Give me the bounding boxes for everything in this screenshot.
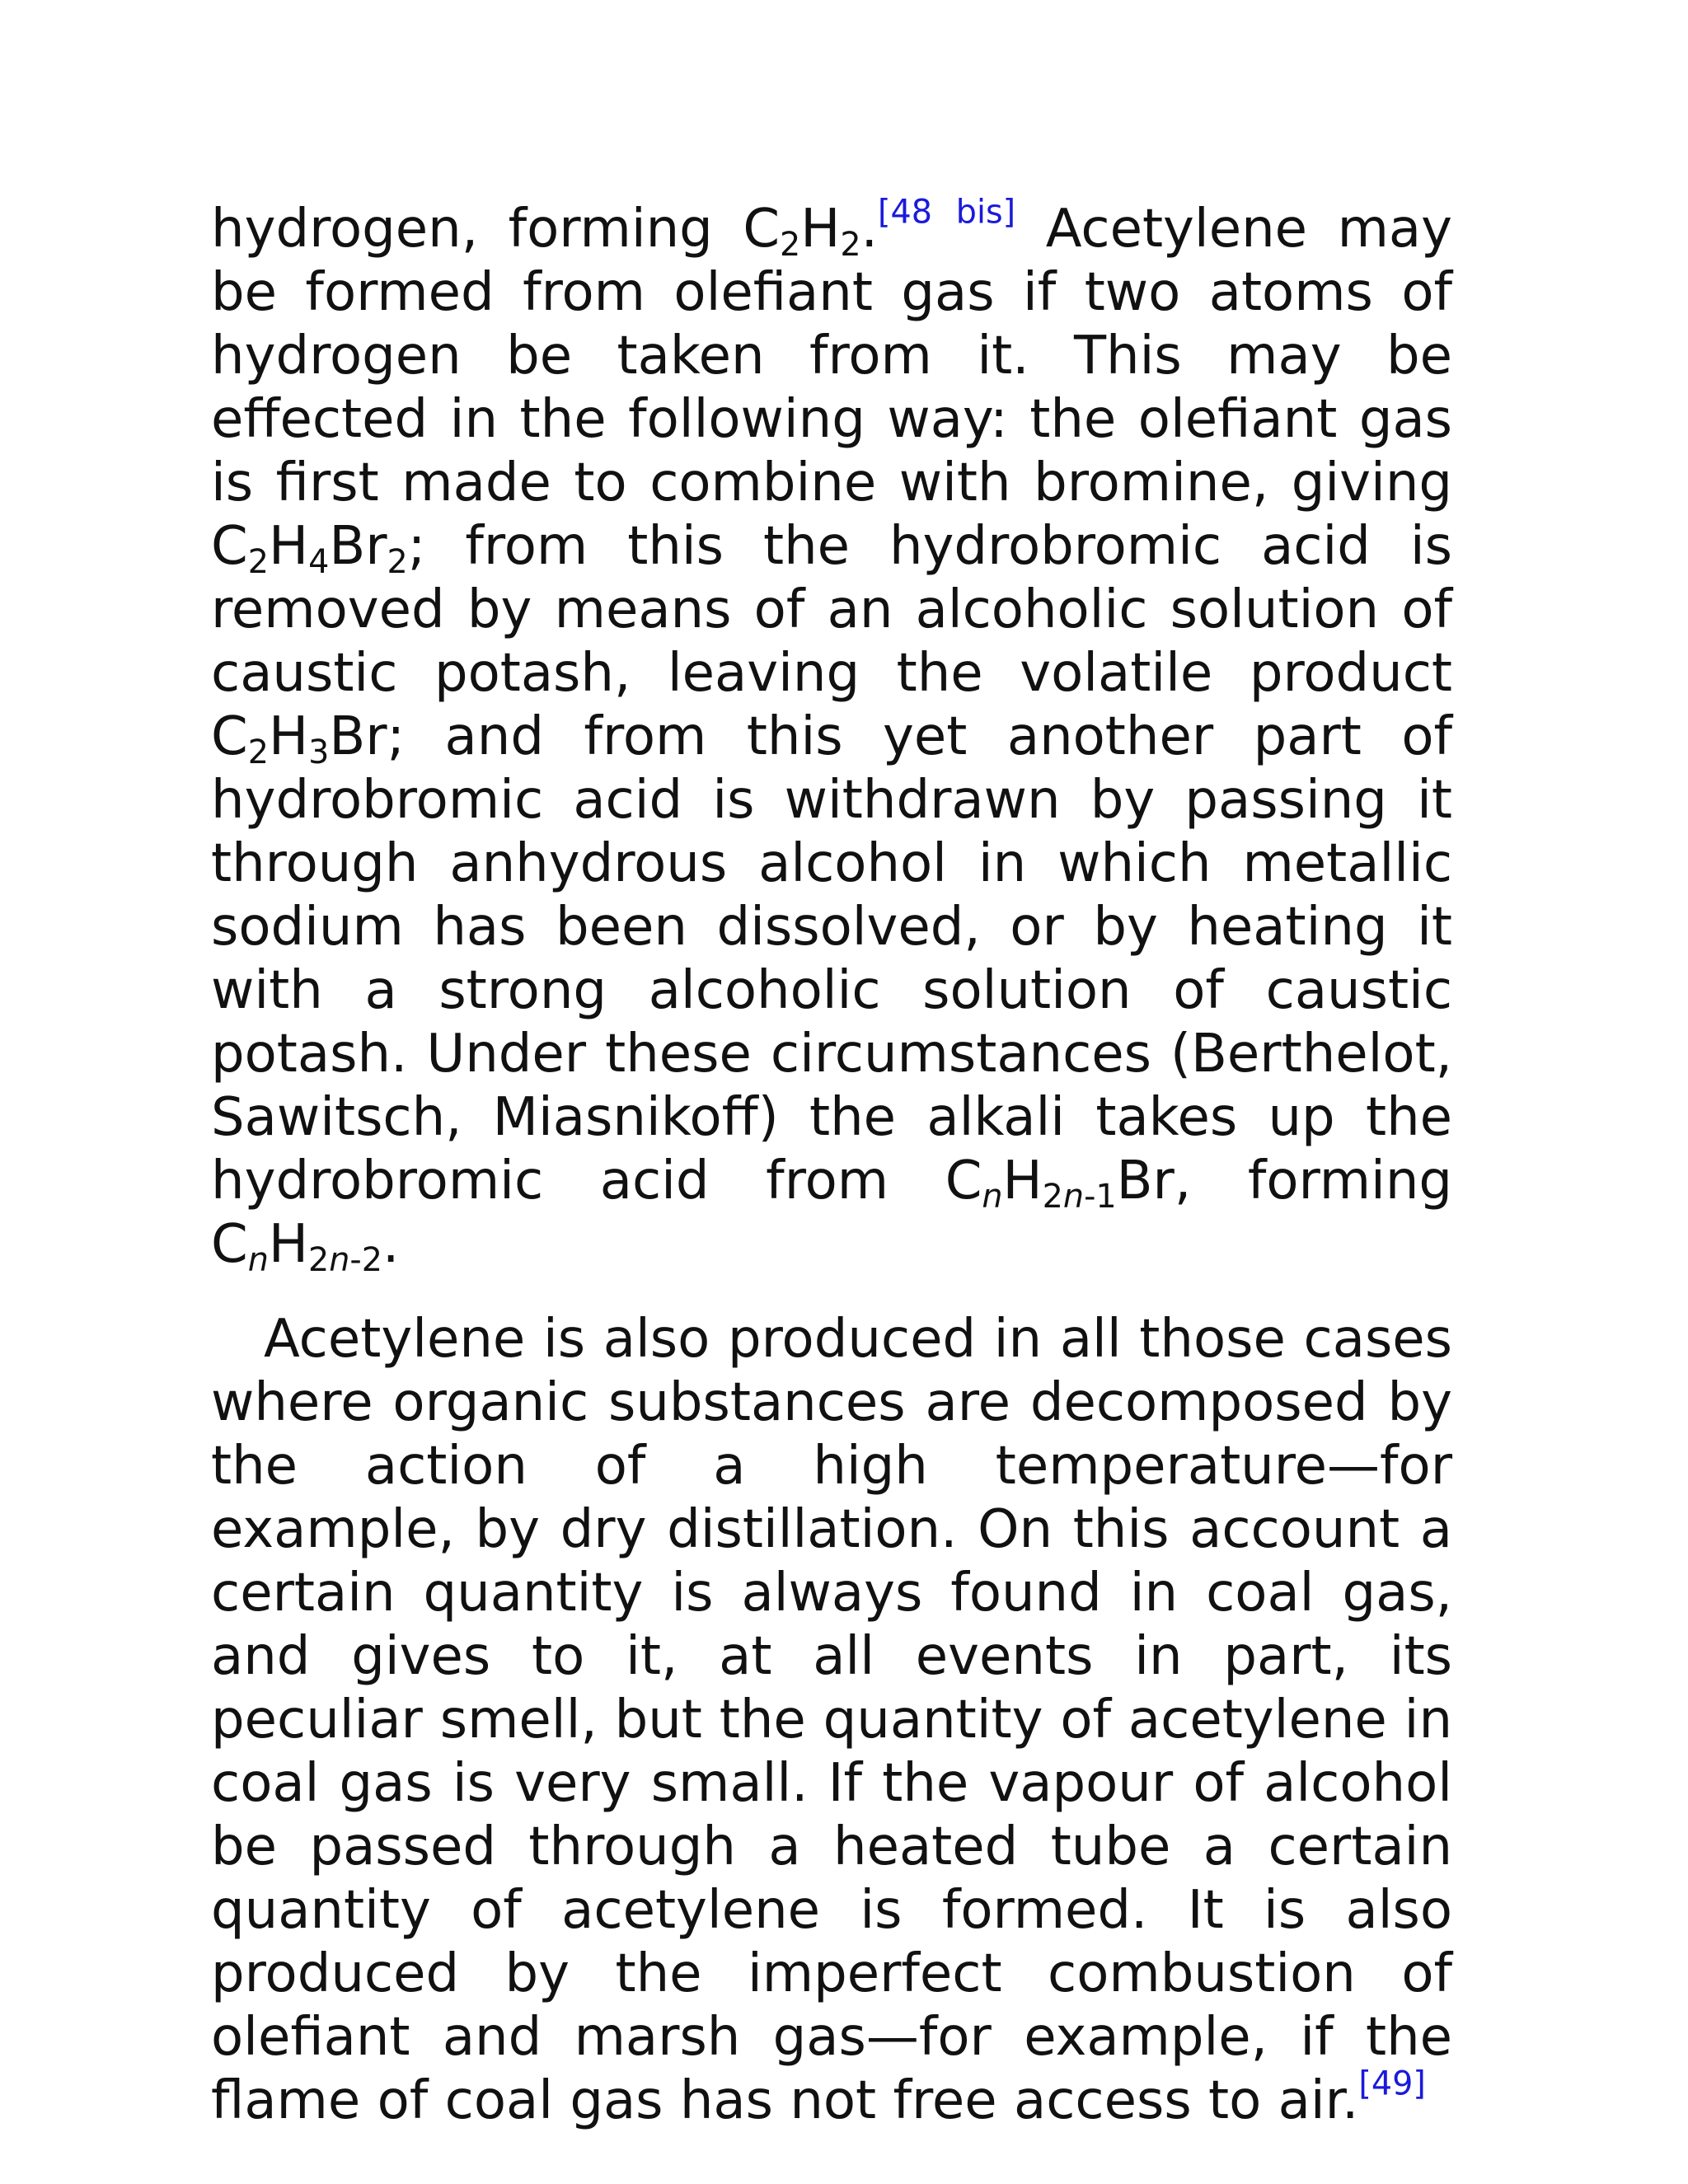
text-segment: H (268, 516, 309, 577)
text-segment: . (382, 1214, 400, 1275)
text-segment: H (1002, 1151, 1043, 1212)
subscript: 2 (247, 543, 269, 582)
subscript-digit: 2 (307, 1241, 330, 1280)
text-segment: hydrogen, forming C (211, 199, 781, 260)
text-segment: ; and from this yet another part of hydrobromic acid is withdrawn by passing it through anhydrous alcohol in which metallic sodium has been dissolved, or by heating it with a strong alcoholic solution of caustic potash. Under these circumstances (Berthelot, Sawitsch, Miasnikoff) the alkali takes up the hydrobromic acid from C (211, 706, 1452, 1212)
paragraph-2 (211, 1308, 1452, 2133)
subscript: 2 (780, 226, 801, 265)
subscript: 3 (308, 733, 330, 772)
text-segment: Acetylene may be formed from olefiant gas if two atoms of hydrogen be taken from it. This may be effected in the following way: the olefiant gas is first made to combine with bromine, giving C (211, 199, 1453, 577)
text-segment: , forming C (211, 1151, 1452, 1275)
italic-variable: n (1062, 1178, 1085, 1216)
text-segment: H (800, 199, 841, 260)
subscript-digit: -2 (349, 1241, 382, 1280)
subscript-digit: -1 (1084, 1178, 1117, 1216)
text-segment: Acetylene is also produced in all those cases where organic substances are decomposed by the action of a high temperature—for example, by dry distillation. On this account a certain quantity is always found in coal gas, and gives to it, at all events in part, its peculiar smell, but the quantity of acetylene in coal gas is very small. If the vapour of alcohol be passed through a heated tube a certain quantity of acetylene is formed. It is also produced by the imperfect combustion of olefiant and marsh gas—for example, if the flame of coal gas has not free access to air. (211, 1309, 1452, 2131)
footnote-ref-48[interactable] (878, 193, 1015, 231)
subscript (248, 1241, 269, 1279)
italic-variable: n (982, 1178, 1003, 1216)
subscript: 2 (387, 543, 408, 582)
subscript: 2 (840, 226, 861, 265)
subscript (982, 1178, 1002, 1216)
italic-variable: n (329, 1241, 350, 1280)
text-segment: H (268, 706, 309, 767)
subscript-digit: 2 (1042, 1178, 1063, 1216)
subscript: 4 (308, 543, 330, 582)
text-segment: H (268, 1214, 308, 1275)
subscript: 2 (247, 733, 269, 772)
subscript (1043, 1178, 1117, 1216)
text-segment: ; from this the hydrobromic acid is removed by means of an alcoholic solution of caustic potash, leaving the volatile product C (211, 516, 1452, 767)
paragraph-1 (211, 193, 1453, 1280)
text-segment: . (860, 199, 879, 260)
footnote-ref-49[interactable] (1358, 2064, 1425, 2102)
text-segment: Br (329, 516, 387, 577)
document-page (211, 193, 1453, 2133)
footnote-link-49[interactable]: [49] (1358, 2064, 1426, 2103)
italic-variable: n (247, 1241, 269, 1280)
text-segment: Br (329, 706, 387, 767)
footnote-link-48[interactable]: [48 bis] (878, 193, 1016, 232)
text-segment: Br (1116, 1151, 1175, 1212)
subscript (308, 1241, 382, 1279)
